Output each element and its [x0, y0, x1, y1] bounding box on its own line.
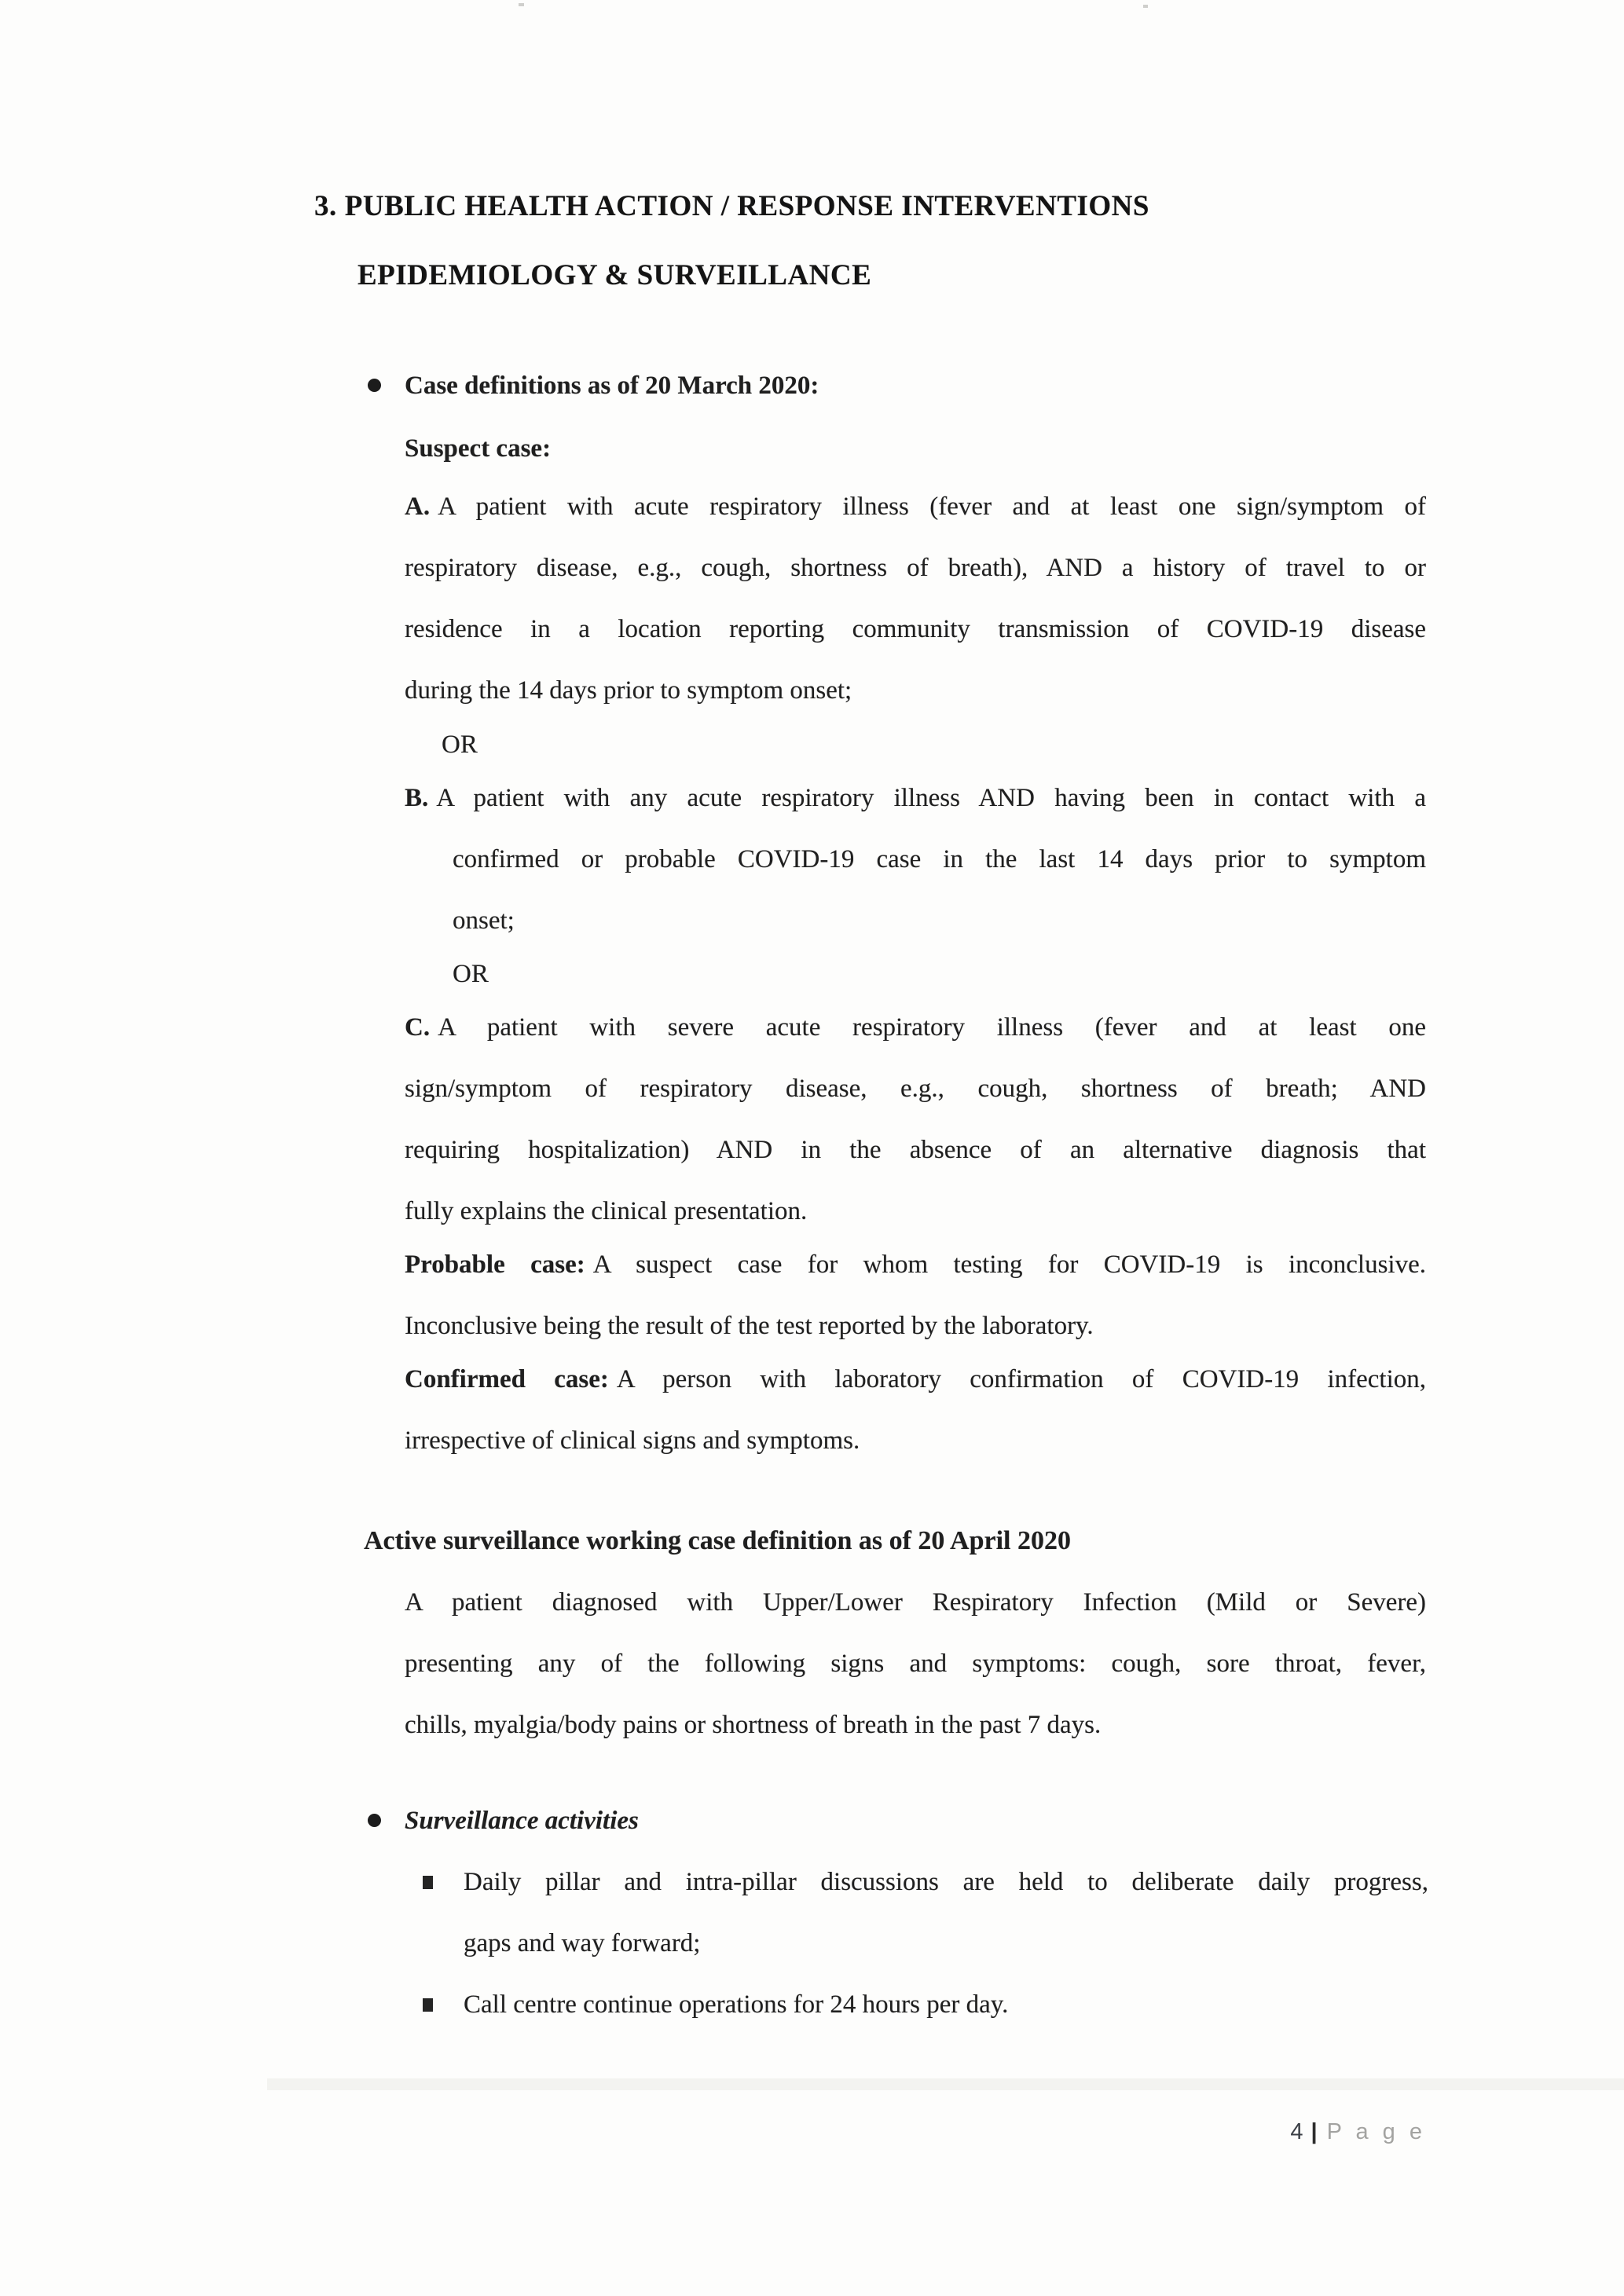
- activity-item1-line2: gaps and way forward;: [464, 1929, 701, 1957]
- footer-separator: |: [1311, 2119, 1318, 2144]
- bullet-icon: [368, 379, 381, 392]
- suspect-b-line3: onset;: [453, 906, 515, 935]
- section-title-text: PUBLIC HEALTH ACTION / RESPONSE INTERVENTIONS: [344, 190, 1149, 222]
- page-footer: [1290, 2119, 1426, 2145]
- bullet-icon: [368, 1814, 381, 1827]
- scan-speck: [1143, 5, 1148, 8]
- activity-item1-line1: Daily pillar and intra-pillar discussions are held to deliberate daily progress,: [464, 1868, 1428, 1896]
- suspect-a-line2: respiratory disease, e.g., cough, shortness of breath), AND a history of travel to or: [405, 554, 1426, 582]
- suspect-a-line4: during the 14 days prior to symptom onset;: [405, 676, 852, 705]
- square-bullet-icon: [423, 1876, 433, 1889]
- suspect-b-line1: B. A patient with any acute respiratory illness AND having been in contact with a: [405, 784, 1426, 812]
- or-separator-1: OR: [442, 731, 478, 759]
- suspect-case-label: Suspect case:: [405, 434, 552, 463]
- page-number: 4: [1290, 2119, 1303, 2144]
- footer-page-label: P a g e: [1326, 2119, 1426, 2144]
- section-title-line1: [314, 189, 1149, 225]
- probable-case-line1: Probable case: A suspect case for whom testing for COVID-19 is inconclusive.: [405, 1251, 1426, 1279]
- section-title-line2: EPIDEMIOLOGY & SURVEILLANCE: [357, 259, 872, 291]
- suspect-a-line3: residence in a location reporting community transmission of COVID-19 disease: [405, 615, 1426, 643]
- suspect-a-label: A.: [405, 493, 431, 521]
- square-bullet-icon: [423, 1998, 433, 2012]
- active-surveillance-heading: Active surveillance working case definition as of 20 April 2020: [364, 1526, 1072, 1555]
- confirmed-case-line2: irrespective of clinical signs and symptoms.: [405, 1426, 860, 1455]
- suspect-c-line3: requiring hospitalization) AND in the absence of an alternative diagnosis that: [405, 1136, 1426, 1164]
- suspect-a-line1: A. A patient with acute respiratory illness (fever and at least one sign/symptom of: [405, 493, 1426, 521]
- confirmed-case-label: Confirmed case:: [405, 1365, 609, 1393]
- surveillance-activities-heading: Surveillance activities: [405, 1807, 639, 1835]
- probable-case-line2: Inconclusive being the result of the test reported by the laboratory.: [405, 1312, 1094, 1340]
- scan-band: [267, 2078, 1624, 2090]
- active-surveillance-line3: chills, myalgia/body pains or shortness of breath in the past 7 days.: [405, 1711, 1102, 1739]
- probable-case-label: Probable case:: [405, 1251, 585, 1279]
- suspect-c-line1: C. A patient with severe acute respiratory illness (fever and at least one: [405, 1013, 1426, 1042]
- suspect-c-label: C.: [405, 1013, 431, 1042]
- or-separator-2: OR: [453, 960, 489, 988]
- section-number: 3.: [314, 190, 337, 222]
- suspect-c-line2: sign/symptom of respiratory disease, e.g., cough, shortness of breath; AND: [405, 1075, 1426, 1103]
- active-surveillance-line1: A patient diagnosed with Upper/Lower Respiratory Infection (Mild or Severe): [405, 1588, 1426, 1617]
- confirmed-case-line1: Confirmed case: A person with laboratory confirmation of COVID-19 infection,: [405, 1365, 1426, 1393]
- suspect-c-line4: fully explains the clinical presentation.: [405, 1197, 808, 1225]
- suspect-b-line2: confirmed or probable COVID-19 case in the last 14 days prior to symptom: [453, 845, 1426, 873]
- activity-item2-line1: Call centre continue operations for 24 hours per day.: [464, 1990, 1009, 2019]
- case-definitions-heading: Case definitions as of 20 March 2020:: [405, 372, 819, 400]
- suspect-b-label: B.: [405, 784, 429, 812]
- active-surveillance-line2: presenting any of the following signs and symptoms: cough, sore throat, fever,: [405, 1650, 1426, 1678]
- scan-speck: [519, 3, 524, 6]
